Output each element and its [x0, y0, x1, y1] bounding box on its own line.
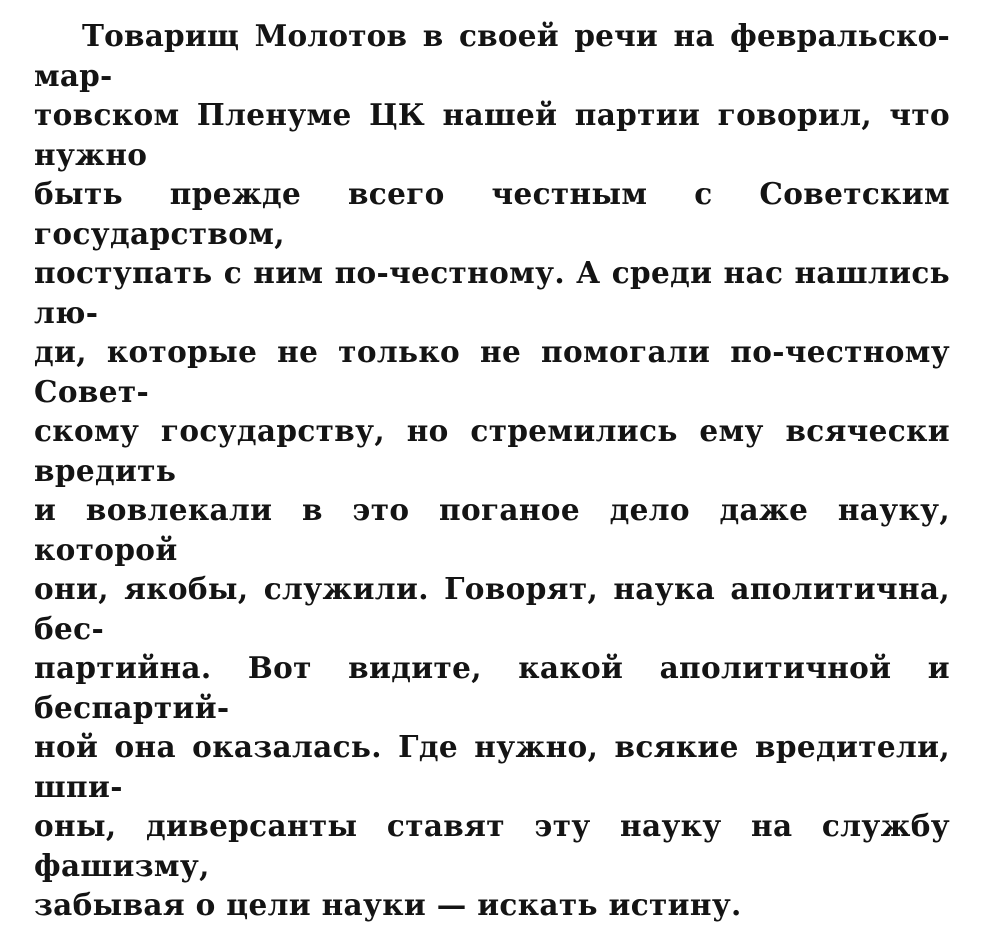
paragraph-line-7: и вовлекали в это поганое дело даже науку, которой: [34, 492, 950, 567]
paragraph-line-5: ди, которые не только не помогали по-честному Совет-: [34, 334, 950, 409]
paragraph-line-4: поступать с ним по-честному. А среди нас нашлись лю-: [34, 255, 950, 330]
paragraph-line-11: оны, диверсанты ставят эту науку на службу фашизму,: [34, 808, 950, 883]
paragraph-line-12: забывая о цели науки — искать истину.: [34, 887, 742, 922]
paragraph-line-8: они, якобы, служили. Говорят, наука аполитична, бес-: [34, 571, 950, 646]
paragraph-line-1: Товарищ Молотов в своей речи на февральско-мар-: [34, 18, 950, 93]
paragraph-line-2: товском Пленуме ЦК нашей партии говорил, что нужно: [34, 97, 950, 172]
page-text-block: [34, 16, 950, 925]
paragraph-line-9: партийна. Вот видите, какой аполитичной и беспартий-: [34, 650, 950, 725]
paragraph-line-10: ной она оказалась. Где нужно, всякие вредители, шпи-: [34, 729, 950, 804]
paragraph-line-6: скому государству, но стремились ему всячески вредить: [34, 413, 950, 488]
paragraph-line-3: быть прежде всего честным с Советским государством,: [34, 176, 950, 251]
